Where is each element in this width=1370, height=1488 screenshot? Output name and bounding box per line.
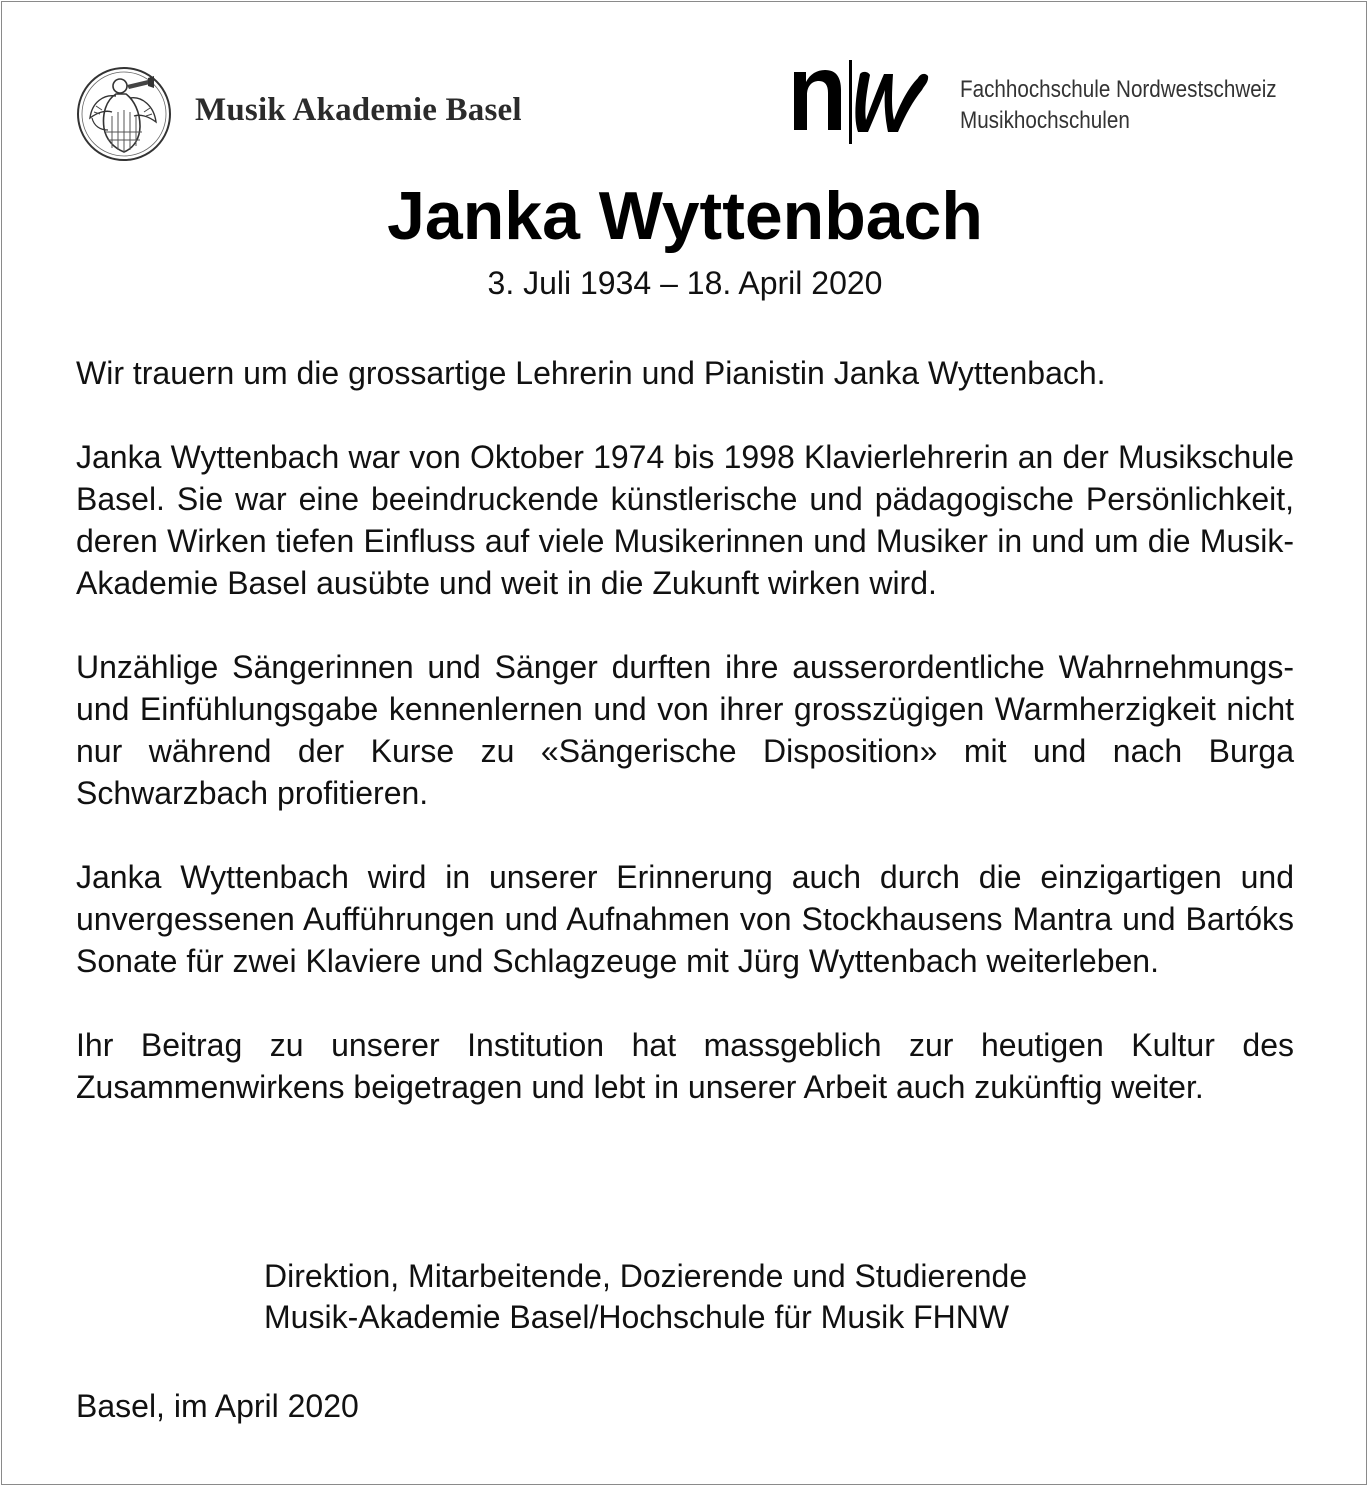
life-dates: 3. Juli 1934 – 18. April 2020 — [487, 265, 883, 301]
place-date: Basel, im April 2020 — [76, 1388, 359, 1424]
fhnw-logo-text — [960, 74, 1277, 136]
deceased-name-title: Janka Wyttenbach — [387, 178, 983, 254]
signature-line-1: Direktion, Mitarbeitende, Dozierende und Studierende — [264, 1258, 1028, 1294]
paragraph: Ihr Beitrag zu unserer Institution hat massgeblich zur heutigen Kultur des Zusammenwirkens beigetragen und lebt in unserer Arbeit auch zukünftig weiter. — [76, 1027, 1294, 1105]
paragraph: Unzählige Sängerinnen und Sänger durften ihre ausserordentliche Wahrnehmungs- und Einfühlungsgabe kennenlernen und von ihrer grosszügigen Warmherzigkeit nicht nur während der Kurse zu «Sängerische Disposition» mit und nach Burga Schwarzbach profitieren. — [76, 649, 1294, 811]
signature-line-2: Musik-Akademie Basel/Hochschule für Musik FHNW — [264, 1299, 1010, 1335]
paragraph: Wir trauern um die grossartige Lehrerin und Pianistin Janka Wyttenbach. — [76, 355, 1106, 391]
fhnw-logo-line1: Fachhochschule Nordwestschweiz — [960, 76, 1277, 103]
paragraph: Janka Wyttenbach war von Oktober 1974 bis 1998 Klavierlehrerin an der Musikschule Basel. Sie war eine beeindruckende künstlerische und pädagogische Persönlichkeit, deren Wirken tiefen Einfluss auf viele Musikerinnen und Musiker in und um die Musik-Akademie Basel ausübte und weit in die Zukunft wirken wird. — [76, 439, 1294, 601]
signature-block — [264, 1256, 1027, 1338]
paragraph: Janka Wyttenbach wird in unserer Erinnerung auch durch die einzigartigen und unvergessenen Aufführungen und Aufnahmen von Stockhausens Mantra und Bartóks Sonate für zwei Klaviere und Schlagzeuge mit Jürg Wyttenbach weiterleben. — [76, 859, 1294, 979]
notice-body — [76, 352, 1294, 1108]
fhnw-logo-mark — [792, 60, 932, 146]
fhnw-logo-line2: Musikhochschulen — [960, 107, 1130, 134]
musik-akademie-logo-text: Musik Akademie Basel — [195, 92, 522, 128]
angel-trumpet-seal-icon — [76, 66, 172, 162]
header — [0, 0, 1370, 170]
